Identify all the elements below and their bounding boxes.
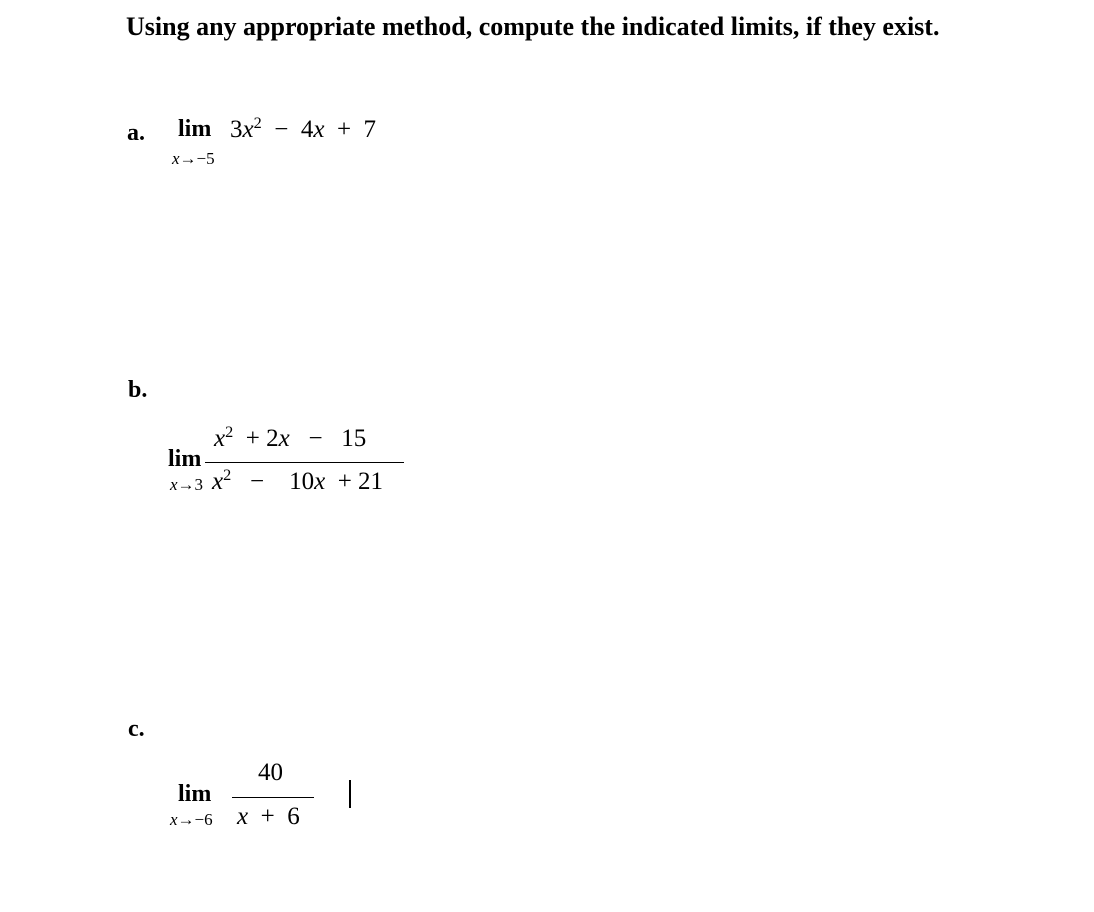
problem-c-denominator: x + 6 (237, 803, 300, 830)
problem-a-label: a. (127, 120, 145, 146)
problem-c-label: c. (128, 716, 145, 742)
problem-b-lim: lim (168, 446, 202, 472)
problem-c-lim: lim (178, 781, 212, 807)
problem-c-numerator: 40 (258, 759, 283, 786)
problem-c-fraction-bar (232, 797, 314, 798)
instructions-heading: Using any appropriate method, compute the indicated limits, if they exist. (126, 12, 940, 41)
problem-b-numerator: $x^2 + 2x - 15$ (214, 423, 367, 452)
problem-c-approach: x→−6 (170, 810, 213, 829)
problem-b-label: b. (128, 377, 148, 403)
problem-b-fraction-bar (205, 462, 404, 463)
problem-a-approach: x→−5 (172, 149, 215, 168)
problem-a-lim: lim (178, 116, 212, 142)
problem-b-denominator: $x^2$ − 10x + 21 (212, 466, 384, 495)
problem-a-expression: $3x^2 - 4x + 7$ (230, 114, 377, 143)
problem-b-approach: x→3 (170, 475, 204, 494)
text-cursor[interactable] (349, 780, 351, 808)
